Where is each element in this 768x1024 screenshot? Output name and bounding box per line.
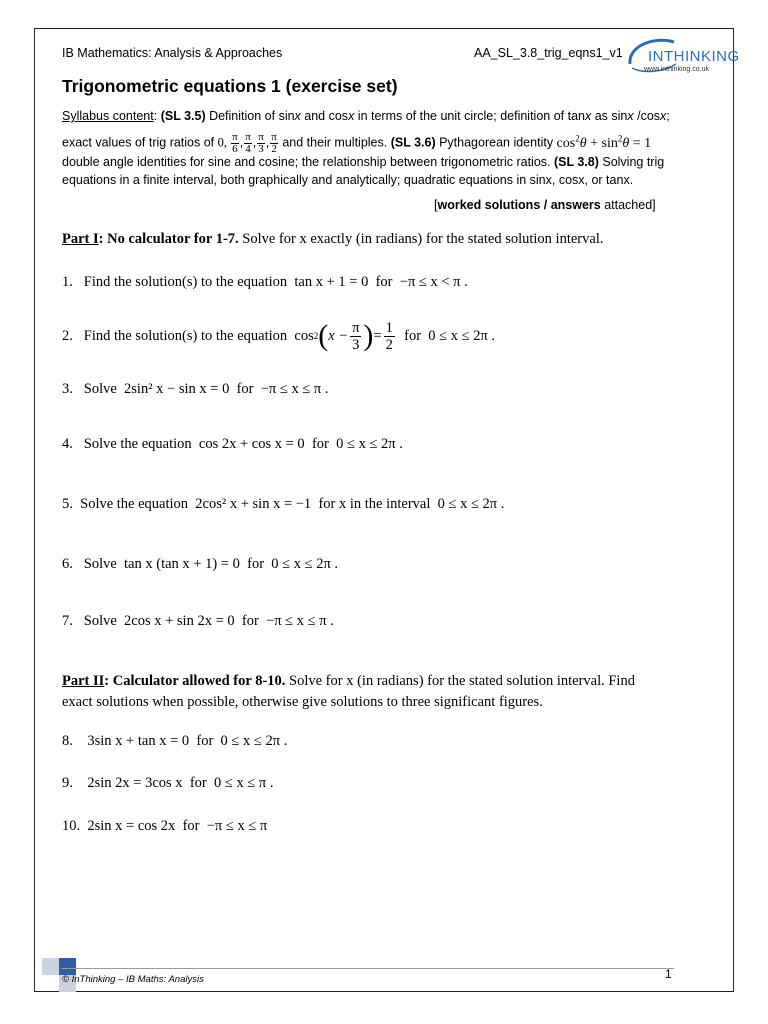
logo-text: INTHINKING — [648, 48, 740, 65]
course-header: IB Mathematics: Analysis & Approaches — [62, 46, 283, 60]
question-7: 7. Solve 2cos x + sin 2x = 0 for −π ≤ x ≤ π . — [62, 613, 334, 629]
syllabus-line-3: double angle identities for sine and cosine; the relationship between trigonometric ratios. (SL 3.8) Solving trig — [62, 155, 665, 169]
question-2: 2. Find the solution(s) to the equation cos 2 ( x − $\frac{\pi}{3}$ ) = 1 2 for 0 ≤ x ≤ 2π . — [62, 319, 496, 353]
question-9: 9. 2sin 2x = 3cos x for 0 ≤ x ≤ π . — [62, 775, 274, 791]
page-title: Trigonometric equations 1 (exercise set) — [62, 76, 398, 96]
part-2-instruction-line-2: exact solutions when possible, otherwise give solutions to three significant figures. — [62, 694, 543, 710]
syllabus-line-4: equations in a finite interval, both graphically and analytically; quadratic equations in sinx, cosx, or tanx. — [62, 173, 634, 187]
question-4: 4. Solve the equation cos 2x + cos x = 0 for 0 ≤ x ≤ 2π . — [62, 436, 403, 452]
syllabus-line-2: exact values of trig ratios of 0, $\frac{\pi}{6}$ , $\frac{\pi}{4}$ , $\frac{\pi}{3}$ , $\frac{\pi}{2}$ and their multiples. (SL 3.6) Pythagorean identity $\cos^2\theta + \sin^2\theta = 1$ — [62, 130, 652, 155]
question-8: 8. 3sin x + tan x = 0 for 0 ≤ x ≤ 2π . — [62, 733, 288, 749]
question-5: 5. Solve the equation 2cos² x + sin x = −1 for x in the interval 0 ≤ x ≤ 2π . — [62, 496, 505, 512]
inthinking-logo — [624, 34, 740, 78]
footer-rule — [62, 968, 674, 969]
question-1: 1. Find the solution(s) to the equation tan x + 1 = 0 for −π ≤ x < π . — [62, 274, 468, 290]
part-1-heading: Part I: No calculator for 1-7. Solve for x exactly (in radians) for the stated solution interval. — [62, 231, 604, 247]
question-3: 3. Solve 2sin² x − sin x = 0 for −π ≤ x ≤ π . — [62, 381, 329, 397]
syllabus-label: Syllabus content — [62, 109, 154, 123]
part-2-heading: Part II: Calculator allowed for 8-10. Solve for x (in radians) for the stated solution interval. Find — [62, 673, 635, 689]
question-10: 10. 2sin x = cos 2x for −π ≤ x ≤ π — [62, 818, 268, 834]
footer-copyright: © InThinking – IB Maths: Analysis — [62, 974, 204, 985]
logo-url: www.inthinking.co.uk — [644, 66, 709, 73]
question-6: 6. Solve tan x (tan x + 1) = 0 for 0 ≤ x ≤ 2π . — [62, 556, 339, 572]
page-number: 1 — [665, 967, 672, 981]
document-code: AA_SL_3.8_trig_eqns1_v1 — [474, 46, 623, 60]
worked-solutions-note: [worked solutions / answers attached] — [434, 198, 656, 212]
syllabus-line-1: Syllabus content: (SL 3.5) Definition of sinx and cosx in terms of the unit circle; definition of tanx as sinx /cosx; — [62, 109, 670, 123]
